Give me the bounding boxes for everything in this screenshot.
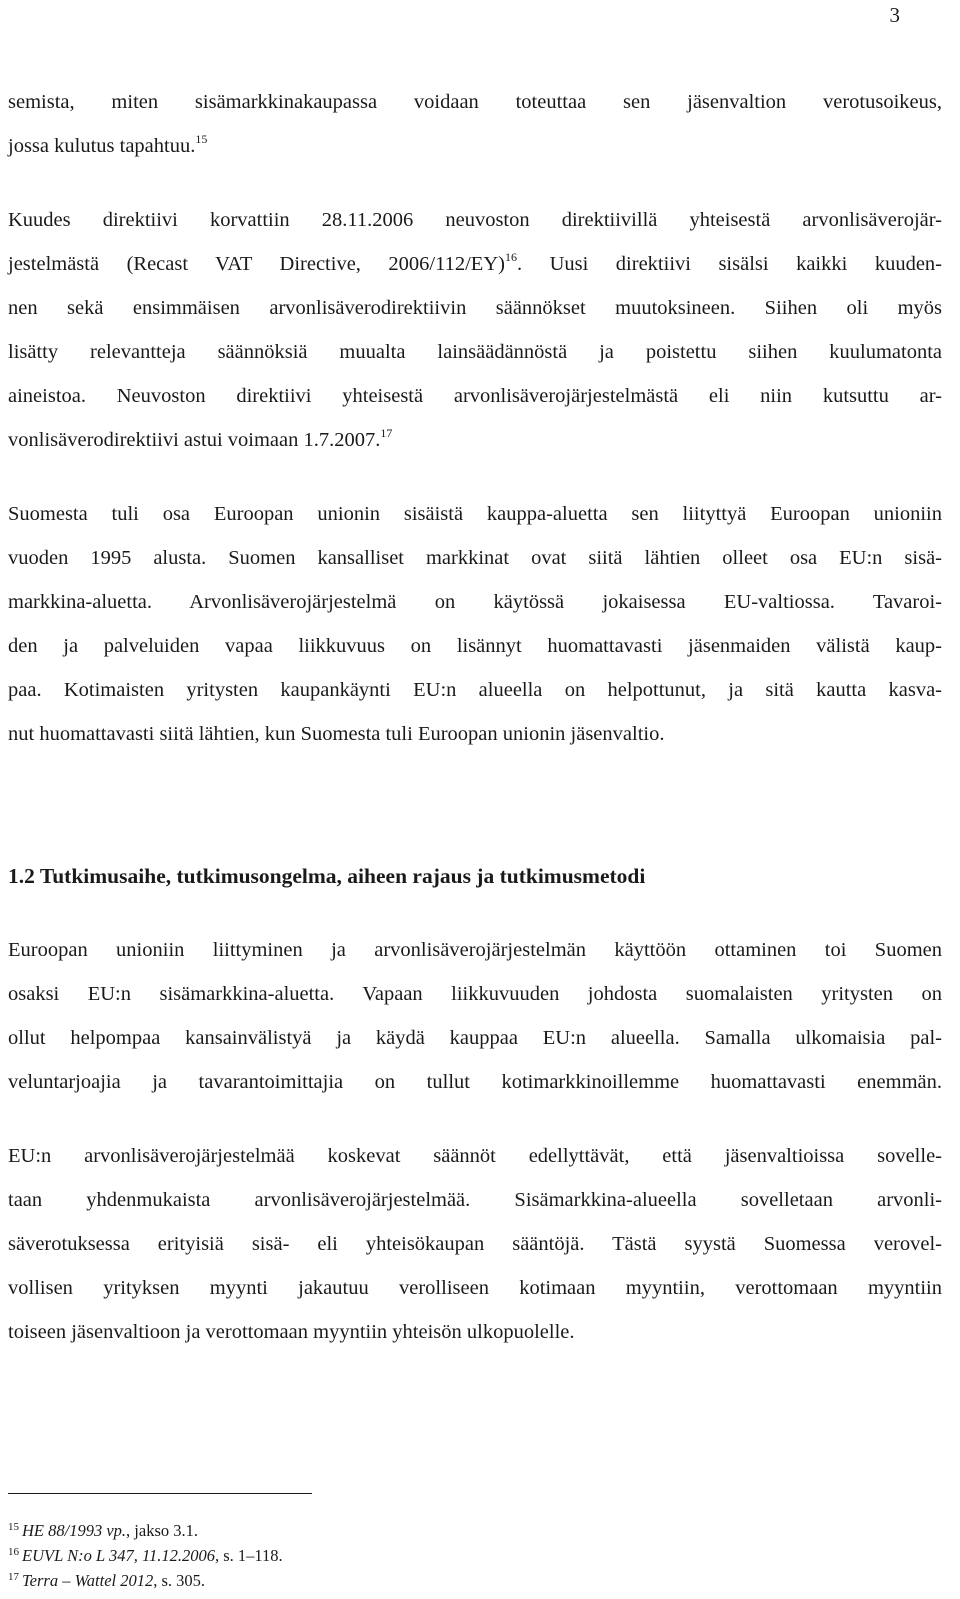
paragraph-line bbox=[8, 250, 942, 278]
paragraph-line: ollut helpompaa kansainvälistyä ja käydä kauppaa EU:n alueella. Samalla ulkomaisia pal- bbox=[8, 1027, 942, 1049]
footnote-text: , jakso 3.1. bbox=[126, 1521, 198, 1540]
paragraph-line bbox=[8, 426, 942, 454]
paragraph-text: vonlisäverodirektiivi astui voimaan 1.7.2007. bbox=[8, 429, 381, 451]
paragraph-line: markkina-aluetta. Arvonlisäverojärjestelmä on käytössä jokaisessa EU-valtiossa. Tavaroi- bbox=[8, 591, 942, 613]
footnote bbox=[8, 1521, 198, 1541]
paragraph-line: aineistoa. Neuvoston direktiivi yhteisestä arvonlisäverojärjestelmästä eli niin kutsuttu ar- bbox=[8, 385, 942, 407]
paragraph-text: . Uusi direktiivi sisälsi kaikki kuuden- bbox=[516, 253, 942, 275]
footnote-number: 16 bbox=[8, 1546, 19, 1558]
paragraph-line: toiseen jäsenvaltioon ja verottomaan myyntiin yhteisön ulkopuolelle. bbox=[8, 1321, 575, 1343]
footnote bbox=[8, 1571, 205, 1591]
paragraph-line: vuoden 1995 alusta. Suomen kansalliset markkinat ovat siitä lähtien olleet osa EU:n sisä- bbox=[8, 547, 942, 569]
paragraph-line bbox=[8, 132, 942, 160]
paragraph-line: paa. Kotimaisten yritysten kaupankäynti EU:n alueella on helpottunut, ja sitä kautta kasva- bbox=[8, 679, 942, 701]
paragraph-text: jestelmästä (Recast VAT Directive, 2006/112/EY) bbox=[8, 253, 505, 275]
paragraph-line: Kuudes direktiivi korvattiin 28.11.2006 neuvoston direktiivillä yhteisestä arvonlisäverojär- bbox=[8, 209, 942, 231]
footnote-text: , s. 1–118. bbox=[214, 1546, 283, 1565]
paragraph-line: osaksi EU:n sisämarkkina-aluetta. Vapaan liikkuvuuden johdosta suomalaisten yritysten on bbox=[8, 983, 942, 1005]
footnote-ref: 15 bbox=[195, 132, 208, 146]
paragraph-line: nut huomattavasti siitä lähtien, kun Suomesta tuli Euroopan unionin jäsenvaltio. bbox=[8, 723, 665, 745]
footnote bbox=[8, 1546, 283, 1566]
paragraph-line: taan yhdenmukaista arvonlisäverojärjestelmää. Sisämarkkina-alueella sovelletaan arvonli- bbox=[8, 1189, 942, 1211]
paragraph-line: semista, miten sisämarkkinakaupassa voidaan toteuttaa sen jäsenvaltion verotusoikeus, bbox=[8, 91, 942, 113]
paragraph-line: lisätty relevantteja säännöksiä muualta lainsäädännöstä ja poistettu siihen kuulumatonta bbox=[8, 341, 942, 363]
footnote-ref: 16 bbox=[504, 250, 517, 264]
paragraph-line: säverotuksessa erityisiä sisä- eli yhteisökaupan sääntöjä. Tästä syystä Suomessa verovel- bbox=[8, 1233, 942, 1255]
section-heading: 1.2 Tutkimusaihe, tutkimusongelma, aiheen rajaus ja tutkimusmetodi bbox=[8, 864, 646, 888]
paragraph-line: Euroopan unioniin liittyminen ja arvonlisäverojärjestelmän käyttöön ottaminen toi Suomen bbox=[8, 939, 942, 961]
footnote-source: HE 88/1993 vp. bbox=[22, 1521, 127, 1540]
paragraph-line: veluntarjoajia ja tavarantoimittajia on tullut kotimarkkinoillemme huomattavasti enemmän. bbox=[8, 1071, 942, 1093]
paragraph-text: jossa kulutus tapahtuu. bbox=[8, 135, 196, 157]
footnote-number: 15 bbox=[8, 1521, 19, 1533]
paragraph-line: vollisen yrityksen myynti jakautuu verolliseen kotimaan myyntiin, verottomaan myyntiin bbox=[8, 1277, 942, 1299]
footnote-source: Terra – Wattel 2012 bbox=[22, 1571, 154, 1590]
footnote-text: , s. 305. bbox=[153, 1571, 206, 1590]
footnote-source: EUVL N:o L 347, 11.12.2006 bbox=[22, 1546, 215, 1565]
page-number: 3 bbox=[889, 3, 900, 27]
paragraph-line: EU:n arvonlisäverojärjestelmää koskevat säännöt edellyttävät, että jäsenvaltioissa sovelle- bbox=[8, 1145, 942, 1167]
paragraph-line: nen sekä ensimmäisen arvonlisäverodirektiivin säännökset muutoksineen. Siihen oli myös bbox=[8, 297, 942, 319]
footnote-ref: 17 bbox=[380, 426, 393, 440]
paragraph-line: Suomesta tuli osa Euroopan unionin sisäistä kauppa-aluetta sen liityttyä Euroopan unioniin bbox=[8, 503, 942, 525]
footnote-number: 17 bbox=[8, 1571, 19, 1583]
paragraph-line: den ja palveluiden vapaa liikkuvuus on lisännyt huomattavasti jäsenmaiden välistä kaup- bbox=[8, 635, 942, 657]
footnote-separator bbox=[8, 1493, 312, 1494]
